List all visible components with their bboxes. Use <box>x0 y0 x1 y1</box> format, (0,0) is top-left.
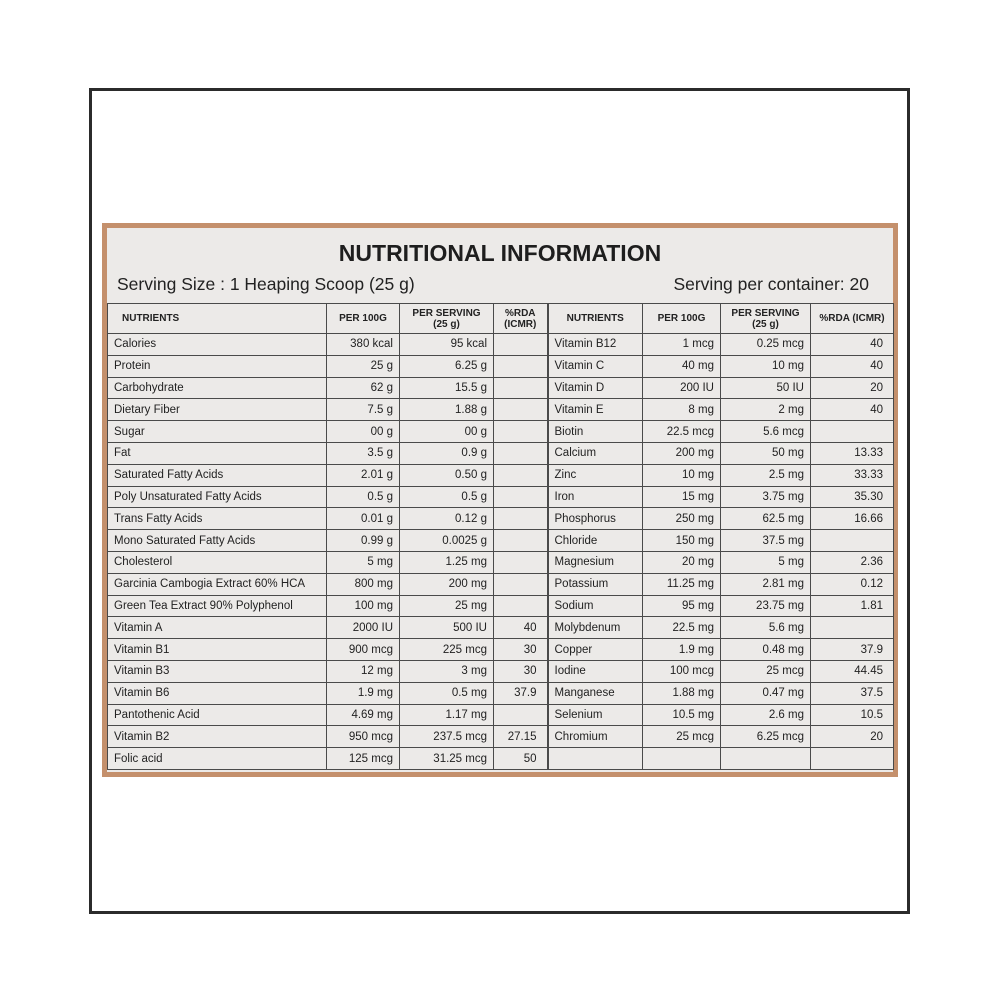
rda-value-right: 40 <box>811 334 894 356</box>
rda-value: 27.15 <box>494 726 548 748</box>
nutrient-name-right: Manganese <box>548 682 643 704</box>
per-serving-value-right: 0.48 mg <box>721 639 811 661</box>
table-row <box>108 508 894 530</box>
header-rda-right: %RDA (ICMR) <box>811 304 894 334</box>
rda-value <box>494 704 548 726</box>
rda-value: 30 <box>494 660 548 682</box>
per-100g-value: 0.99 g <box>327 530 400 552</box>
per-serving-value: 1.17 mg <box>400 704 494 726</box>
per-serving-value-right: 2.81 mg <box>721 573 811 595</box>
per-100g-value-right: 150 mg <box>643 530 721 552</box>
header-per-100g-right: PER 100G <box>643 304 721 334</box>
nutrient-name: Folic acid <box>108 748 327 770</box>
rda-value <box>494 551 548 573</box>
header-per-serving-right: PER SERVING (25 g) <box>721 304 811 334</box>
per-100g-value: 4.69 mg <box>327 704 400 726</box>
per-100g-value-right: 40 mg <box>643 355 721 377</box>
per-serving-value: 25 mg <box>400 595 494 617</box>
rda-value <box>494 421 548 443</box>
servings-per-container: Serving per container: 20 <box>673 274 869 294</box>
table-row <box>108 486 894 508</box>
per-serving-value: 95 kcal <box>400 334 494 356</box>
nutrient-name: Vitamin A <box>108 617 327 639</box>
per-100g-value-right: 250 mg <box>643 508 721 530</box>
per-serving-value: 0.12 g <box>400 508 494 530</box>
per-serving-value: 0.5 mg <box>400 682 494 704</box>
per-100g-value: 5 mg <box>327 551 400 573</box>
per-serving-value-right: 2.6 mg <box>721 704 811 726</box>
rda-value-right: 40 <box>811 355 894 377</box>
rda-value-right <box>811 748 894 770</box>
nutrition-panel <box>102 223 898 777</box>
rda-value <box>494 486 548 508</box>
per-serving-value-right: 10 mg <box>721 355 811 377</box>
rda-value <box>494 464 548 486</box>
per-100g-value-right: 25 mcg <box>643 726 721 748</box>
per-100g-value: 00 g <box>327 421 400 443</box>
nutrient-name-right <box>548 748 643 770</box>
table-row <box>108 421 894 443</box>
per-serving-value-right: 0.25 mcg <box>721 334 811 356</box>
serving-size: Serving Size : 1 Heaping Scoop (25 g) <box>117 274 415 294</box>
nutrient-name-right: Chloride <box>548 530 643 552</box>
nutrient-name: Cholesterol <box>108 551 327 573</box>
nutrient-name: Sugar <box>108 421 327 443</box>
rda-value <box>494 399 548 421</box>
nutrient-name-right: Potassium <box>548 573 643 595</box>
nutrient-name-right: Vitamin D <box>548 377 643 399</box>
per-100g-value-right: 95 mg <box>643 595 721 617</box>
rda-value-right: 16.66 <box>811 508 894 530</box>
per-serving-value-right <box>721 748 811 770</box>
per-100g-value: 12 mg <box>327 660 400 682</box>
per-100g-value-right: 20 mg <box>643 551 721 573</box>
nutrient-name: Calories <box>108 334 327 356</box>
nutrient-name: Vitamin B2 <box>108 726 327 748</box>
per-100g-value-right: 1.88 mg <box>643 682 721 704</box>
rda-value-right: 40 <box>811 399 894 421</box>
nutrient-name: Protein <box>108 355 327 377</box>
per-serving-value: 225 mcg <box>400 639 494 661</box>
table-row <box>108 442 894 464</box>
nutrient-name-right: Chromium <box>548 726 643 748</box>
rda-value-right: 13.33 <box>811 442 894 464</box>
per-serving-value: 6.25 g <box>400 355 494 377</box>
nutrient-name: Fat <box>108 442 327 464</box>
header-per-serving: PER SERVING (25 g) <box>400 304 494 334</box>
table-row <box>108 682 894 704</box>
per-serving-value: 237.5 mcg <box>400 726 494 748</box>
header-nutrients: NUTRIENTS <box>108 304 327 334</box>
per-serving-value-right: 37.5 mg <box>721 530 811 552</box>
per-serving-value: 31.25 mcg <box>400 748 494 770</box>
per-100g-value: 1.9 mg <box>327 682 400 704</box>
per-serving-value: 3 mg <box>400 660 494 682</box>
rda-value-right: 1.81 <box>811 595 894 617</box>
nutrient-name: Carbohydrate <box>108 377 327 399</box>
per-100g-value: 3.5 g <box>327 442 400 464</box>
nutrient-name: Saturated Fatty Acids <box>108 464 327 486</box>
table-row <box>108 726 894 748</box>
rda-value <box>494 595 548 617</box>
per-serving-value: 0.5 g <box>400 486 494 508</box>
per-100g-value: 950 mcg <box>327 726 400 748</box>
nutrient-name-right: Iodine <box>548 660 643 682</box>
nutrient-name: Poly Unsaturated Fatty Acids <box>108 486 327 508</box>
rda-value-right: 2.36 <box>811 551 894 573</box>
rda-value-right: 37.9 <box>811 639 894 661</box>
per-100g-value: 2000 IU <box>327 617 400 639</box>
rda-value-right: 10.5 <box>811 704 894 726</box>
per-serving-value-right: 62.5 mg <box>721 508 811 530</box>
rda-value <box>494 530 548 552</box>
nutrient-name: Vitamin B6 <box>108 682 327 704</box>
nutrient-name-right: Copper <box>548 639 643 661</box>
per-serving-value: 0.0025 g <box>400 530 494 552</box>
per-serving-value-right: 5.6 mcg <box>721 421 811 443</box>
per-100g-value: 7.5 g <box>327 399 400 421</box>
nutrient-name: Vitamin B1 <box>108 639 327 661</box>
nutrient-name-right: Magnesium <box>548 551 643 573</box>
per-serving-value: 1.25 mg <box>400 551 494 573</box>
rda-value <box>494 355 548 377</box>
rda-value-right <box>811 421 894 443</box>
table-row <box>108 551 894 573</box>
table-row <box>108 595 894 617</box>
per-100g-value-right: 1.9 mg <box>643 639 721 661</box>
nutrition-table <box>107 303 894 770</box>
table-header-row <box>108 304 894 334</box>
nutrient-name-right: Sodium <box>548 595 643 617</box>
table-row <box>108 748 894 770</box>
per-100g-value-right: 15 mg <box>643 486 721 508</box>
table-row <box>108 639 894 661</box>
per-100g-value-right: 11.25 mg <box>643 573 721 595</box>
rda-value <box>494 442 548 464</box>
per-serving-value-right: 25 mcg <box>721 660 811 682</box>
nutrient-name-right: Vitamin C <box>548 355 643 377</box>
panel-title: NUTRITIONAL INFORMATION <box>338 240 662 266</box>
nutrient-name: Trans Fatty Acids <box>108 508 327 530</box>
per-100g-value-right: 10.5 mg <box>643 704 721 726</box>
per-serving-value-right: 50 IU <box>721 377 811 399</box>
per-100g-value: 2.01 g <box>327 464 400 486</box>
per-100g-value: 800 mg <box>327 573 400 595</box>
table-row <box>108 355 894 377</box>
rda-value-right: 35.30 <box>811 486 894 508</box>
table-row <box>108 399 894 421</box>
table-row <box>108 660 894 682</box>
nutrient-name-right: Vitamin B12 <box>548 334 643 356</box>
rda-value-right: 33.33 <box>811 464 894 486</box>
table-row <box>108 704 894 726</box>
table-row <box>108 334 894 356</box>
per-100g-value: 125 mcg <box>327 748 400 770</box>
per-serving-value: 15.5 g <box>400 377 494 399</box>
header-rda: %RDA (ICMR) <box>494 304 548 334</box>
table-row <box>108 573 894 595</box>
nutrient-name: Mono Saturated Fatty Acids <box>108 530 327 552</box>
rda-value-right: 44.45 <box>811 660 894 682</box>
per-serving-value: 1.88 g <box>400 399 494 421</box>
per-100g-value-right: 100 mcg <box>643 660 721 682</box>
per-serving-value-right: 0.47 mg <box>721 682 811 704</box>
nutrient-name-right: Vitamin E <box>548 399 643 421</box>
per-100g-value: 900 mcg <box>327 639 400 661</box>
rda-value-right: 0.12 <box>811 573 894 595</box>
per-serving-value-right: 5 mg <box>721 551 811 573</box>
per-100g-value: 0.5 g <box>327 486 400 508</box>
rda-value: 37.9 <box>494 682 548 704</box>
per-serving-value: 500 IU <box>400 617 494 639</box>
per-serving-value: 0.9 g <box>400 442 494 464</box>
per-100g-value-right: 1 mcg <box>643 334 721 356</box>
rda-value-right: 37.5 <box>811 682 894 704</box>
per-100g-value: 62 g <box>327 377 400 399</box>
rda-value-right: 20 <box>811 377 894 399</box>
nutrient-name: Pantothenic Acid <box>108 704 327 726</box>
rda-value <box>494 334 548 356</box>
nutrient-name: Garcinia Cambogia Extract 60% HCA <box>108 573 327 595</box>
per-100g-value-right: 200 IU <box>643 377 721 399</box>
per-serving-value: 00 g <box>400 421 494 443</box>
rda-value: 30 <box>494 639 548 661</box>
nutrient-name: Dietary Fiber <box>108 399 327 421</box>
per-100g-value-right <box>643 748 721 770</box>
nutrient-name-right: Molybdenum <box>548 617 643 639</box>
per-serving-value-right: 3.75 mg <box>721 486 811 508</box>
table-row <box>108 617 894 639</box>
per-100g-value-right: 10 mg <box>643 464 721 486</box>
per-serving-value-right: 2 mg <box>721 399 811 421</box>
per-serving-value-right: 5.6 mg <box>721 617 811 639</box>
nutrient-name-right: Zinc <box>548 464 643 486</box>
per-100g-value: 0.01 g <box>327 508 400 530</box>
per-serving-value: 0.50 g <box>400 464 494 486</box>
rda-value: 50 <box>494 748 548 770</box>
header-nutrients-right: NUTRIENTS <box>548 304 643 334</box>
header-per-100g: PER 100G <box>327 304 400 334</box>
table-row <box>108 530 894 552</box>
nutrient-name-right: Biotin <box>548 421 643 443</box>
rda-value <box>494 573 548 595</box>
rda-value-right: 20 <box>811 726 894 748</box>
per-100g-value-right: 200 mg <box>643 442 721 464</box>
per-100g-value-right: 22.5 mcg <box>643 421 721 443</box>
per-100g-value-right: 8 mg <box>643 399 721 421</box>
rda-value-right <box>811 530 894 552</box>
nutrient-name-right: Iron <box>548 486 643 508</box>
per-100g-value: 100 mg <box>327 595 400 617</box>
per-serving-value-right: 23.75 mg <box>721 595 811 617</box>
table-row <box>108 464 894 486</box>
rda-value-right <box>811 617 894 639</box>
table-row <box>108 377 894 399</box>
per-100g-value-right: 22.5 mg <box>643 617 721 639</box>
nutrient-name: Vitamin B3 <box>108 660 327 682</box>
per-serving-value-right: 2.5 mg <box>721 464 811 486</box>
per-serving-value: 200 mg <box>400 573 494 595</box>
per-serving-value-right: 6.25 mcg <box>721 726 811 748</box>
rda-value: 40 <box>494 617 548 639</box>
nutrient-name-right: Selenium <box>548 704 643 726</box>
nutrient-name-right: Calcium <box>548 442 643 464</box>
nutrient-name-right: Phosphorus <box>548 508 643 530</box>
per-serving-value-right: 50 mg <box>721 442 811 464</box>
per-100g-value: 380 kcal <box>327 334 400 356</box>
per-100g-value: 25 g <box>327 355 400 377</box>
rda-value <box>494 377 548 399</box>
nutrient-name: Green Tea Extract 90% Polyphenol <box>108 595 327 617</box>
rda-value <box>494 508 548 530</box>
